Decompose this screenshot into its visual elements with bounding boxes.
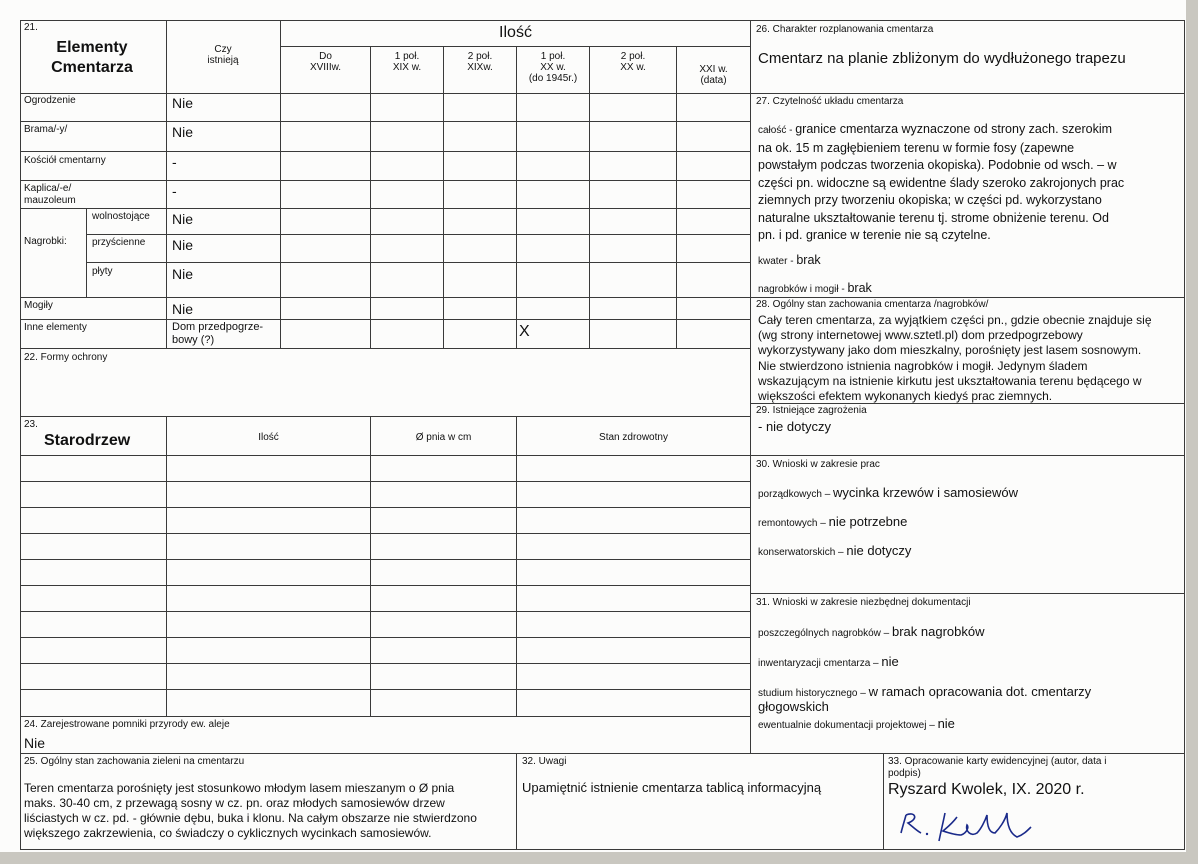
period-header: 2 poł. XIXw. [467,51,493,73]
rule [86,262,750,263]
rule [750,455,1184,456]
period-header: 1 poł. XX w. (do 1945r.) [528,51,578,84]
doc-graves-value: brak nagrobków [891,624,985,639]
rule [750,20,751,753]
rule [676,46,677,348]
rule [516,416,517,716]
trees-col-quantity: Ilość [258,432,279,443]
nature-monuments-label: 24. Zarejestrowane pomniki przyrody ew. aleje [24,719,230,730]
old-trees-title: Starodrzew [44,432,131,449]
row-value: - [172,154,177,170]
trees-col-health: Stan zdrowotny [599,432,668,443]
layout-type-label: 26. Charakter rozplanowania cmentarza [756,24,934,35]
period-header: Do XVIIIw. [309,51,342,73]
row-label: Brama/-y/ [24,124,68,135]
doc-project-value: nie [937,716,955,731]
graves-label: nagrobków i mogił - [758,284,848,295]
rule [589,46,590,348]
rule [443,46,444,348]
row-label: Kościół cmentarny [24,155,106,166]
period-header: 2 poł. XX w. [620,51,646,73]
works-conservation [758,543,911,558]
rule [20,121,750,122]
doc-inventory-value: nie [881,654,899,669]
quarters-value: brak [796,253,821,267]
cleanup-value: wycinka krzewów i samosiewów [833,485,1018,500]
doc-history [758,684,1091,699]
author-label: 33. Opracowanie karty ewidencyjnej (autor, data i podpis) [888,756,1107,779]
rule [280,46,750,47]
rule [516,46,517,348]
legibility-whole-label: całość - [758,125,796,136]
legibility-whole [758,121,1182,245]
rule [20,151,750,152]
layout-type-value: Cmentarz na planie zbliżonym do wydłużonego trapezu [758,50,1126,67]
rule [20,481,750,482]
doc-graves-label: poszczególnych nagrobków – [758,628,892,639]
rule [20,20,21,850]
rule [1184,20,1185,850]
signature [895,805,1045,847]
legibility-whole-text: granice cmentarza wyznaczone od strony zach. szerokim na ok. 15 m zagłębieniem terenu w formie fosy (zapewne powstałym podczas tworzenia okopiska). Podobnie od wsch. – w części pn. widoczne są ewidentne ślady szeroko zakrojonych prac ziemnych przy tworzeniu okopiska; w części pd. wykorzystano naturalne ukształtowanie terenu tj. strome obniżenie terenu. Od pn. i pd. granice w terenie nie są czytelne. [758,122,1125,242]
rule [20,455,750,456]
rule [20,559,750,560]
doc-history-value: w ramach opracowania dot. cmentarzy [868,684,1092,699]
greenery-state-text: Teren cmentarza porośnięty jest stosunkowo młodym lasem mieszanym o Ø pnia maks. 30-40 cm, z przewagą sosny w cz. pn. oraz młodych samosiewów drzew liściastych w cz. pd. - głównie dębu, buka i klonu. Na całym obszarze nie stwierdzono większego zakrzewienia, co świadczy o cyklicznych wycinkach samosiewów. [24,781,477,840]
doc-inventory-label: inwentaryzacji cmentarza – [758,658,882,669]
doc-history-cont: głogowskich [758,699,829,714]
conservation-value: nie dotyczy [846,543,912,558]
row-label: wolnostojące [92,211,150,222]
repair-value: nie potrzebne [828,514,908,529]
threats-label: 29. Istniejące zagrożenia [756,405,867,416]
row-value: Nie [172,95,194,111]
protection-forms-label: 22. Formy ochrony [24,352,108,363]
exists-header: Czy istnieją [207,44,239,66]
nature-monuments-value: Nie [24,735,46,751]
row-value: - [172,183,177,199]
rule [20,689,750,690]
rule [750,93,1184,94]
preservation-text: Cały teren cmentarza, za wyjątkiem części pn., gdzie obecnie znajduje się (wg strony internetowej www.sztetl.pl) dom przedpogrzebowy wykorzystywany jako dom mieszkalny, porośnięty jest lasem sosnowym. Nie stwierdzono istnienia nagrobków i mogił. Jedynym śladem wskazującym na istnienie kirkutu jest ukształtowania terenu będącego w większości efektem wykonanych kiedyś prac ziemnych. [758,313,1152,404]
rule [166,20,167,348]
rule [20,716,750,717]
remarks-value: Upamiętnić istnienie cmentarza tablicą informacyjną [522,780,822,795]
row-value: Dom przedpogrze- bowy (?) [172,321,264,346]
rule [20,585,750,586]
row-label: Inne elementy [24,322,87,333]
section-number: 23. [24,419,38,430]
legibility-graves [758,281,872,295]
period-header: XXI w. (data) [699,64,728,86]
rule [516,753,517,849]
rule [20,753,1184,754]
rule [370,416,371,716]
rule [370,46,371,348]
graves-value: brak [847,281,872,295]
rule [750,593,1184,594]
doc-inventory [758,654,899,669]
section-number: 21. [24,22,38,33]
trees-col-diameter: Ø pnia w cm [415,432,472,443]
threats-value: - nie dotyczy [758,419,831,434]
rule [20,20,1184,21]
checkmark-x: X [519,323,530,340]
remarks-label: 32. Uwagi [522,756,567,767]
doc-history-label: studium historycznego – [758,688,869,699]
cleanup-label: porządkowych – [758,489,834,500]
works-repair [758,514,907,529]
rule [20,348,750,349]
documentation-label: 31. Wnioski w zakresie niezbędnej dokumentacji [756,597,971,608]
rule [20,663,750,664]
works-cleanup [758,485,1018,500]
rule [20,637,750,638]
row-label: Mogiły [24,300,53,311]
rule [20,416,750,417]
rule [20,319,750,320]
row-label: płyty [92,266,113,277]
period-header: 1 poł. XIX w. [392,51,422,73]
row-label: przyścienne [92,237,146,248]
row-label: Kaplica/-e/ mauzoleum [24,183,76,206]
row-value: Nie [172,237,194,253]
rule [86,234,750,235]
works-label: 30. Wnioski w zakresie prac [756,459,880,470]
rule [20,507,750,508]
row-label: Nagrobki: [24,236,67,247]
rule [750,297,1184,298]
quantity-header: Ilość [499,24,532,41]
rule [20,849,1184,850]
doc-project [758,716,955,731]
greenery-state-label: 25. Ogólny stan zachowania zieleni na cmentarzu [24,756,245,767]
rule [883,753,884,849]
rule [20,533,750,534]
repair-label: remontowych – [758,518,829,529]
scan-edge-bottom [0,852,1198,864]
rule [20,180,750,181]
conservation-label: konserwatorskich – [758,547,847,558]
legibility-quarters [758,253,821,267]
rule [86,208,87,297]
rule [20,93,750,94]
row-label: Ogrodzenie [24,95,76,106]
rule [20,297,750,298]
rule [20,208,750,209]
preservation-label: 28. Ogólny stan zachowania cmentarza /nagrobków/ [756,299,989,310]
row-value: Nie [172,124,194,140]
quarters-label: kwater - [758,256,797,267]
layout-legibility-label: 27. Czytelność układu cmentarza [756,96,904,107]
author-value: Ryszard Kwolek, IX. 2020 r. [888,781,1085,798]
scan-edge-right [1186,0,1198,864]
row-value: Nie [172,301,194,317]
elements-title: Elementy Cmentarza [51,39,133,76]
row-value: Nie [172,266,194,282]
rule [20,611,750,612]
rule [166,416,167,716]
row-value: Nie [172,211,194,227]
doc-project-label: ewentualnie dokumentacji projektowej – [758,720,938,731]
doc-graves [758,624,984,639]
